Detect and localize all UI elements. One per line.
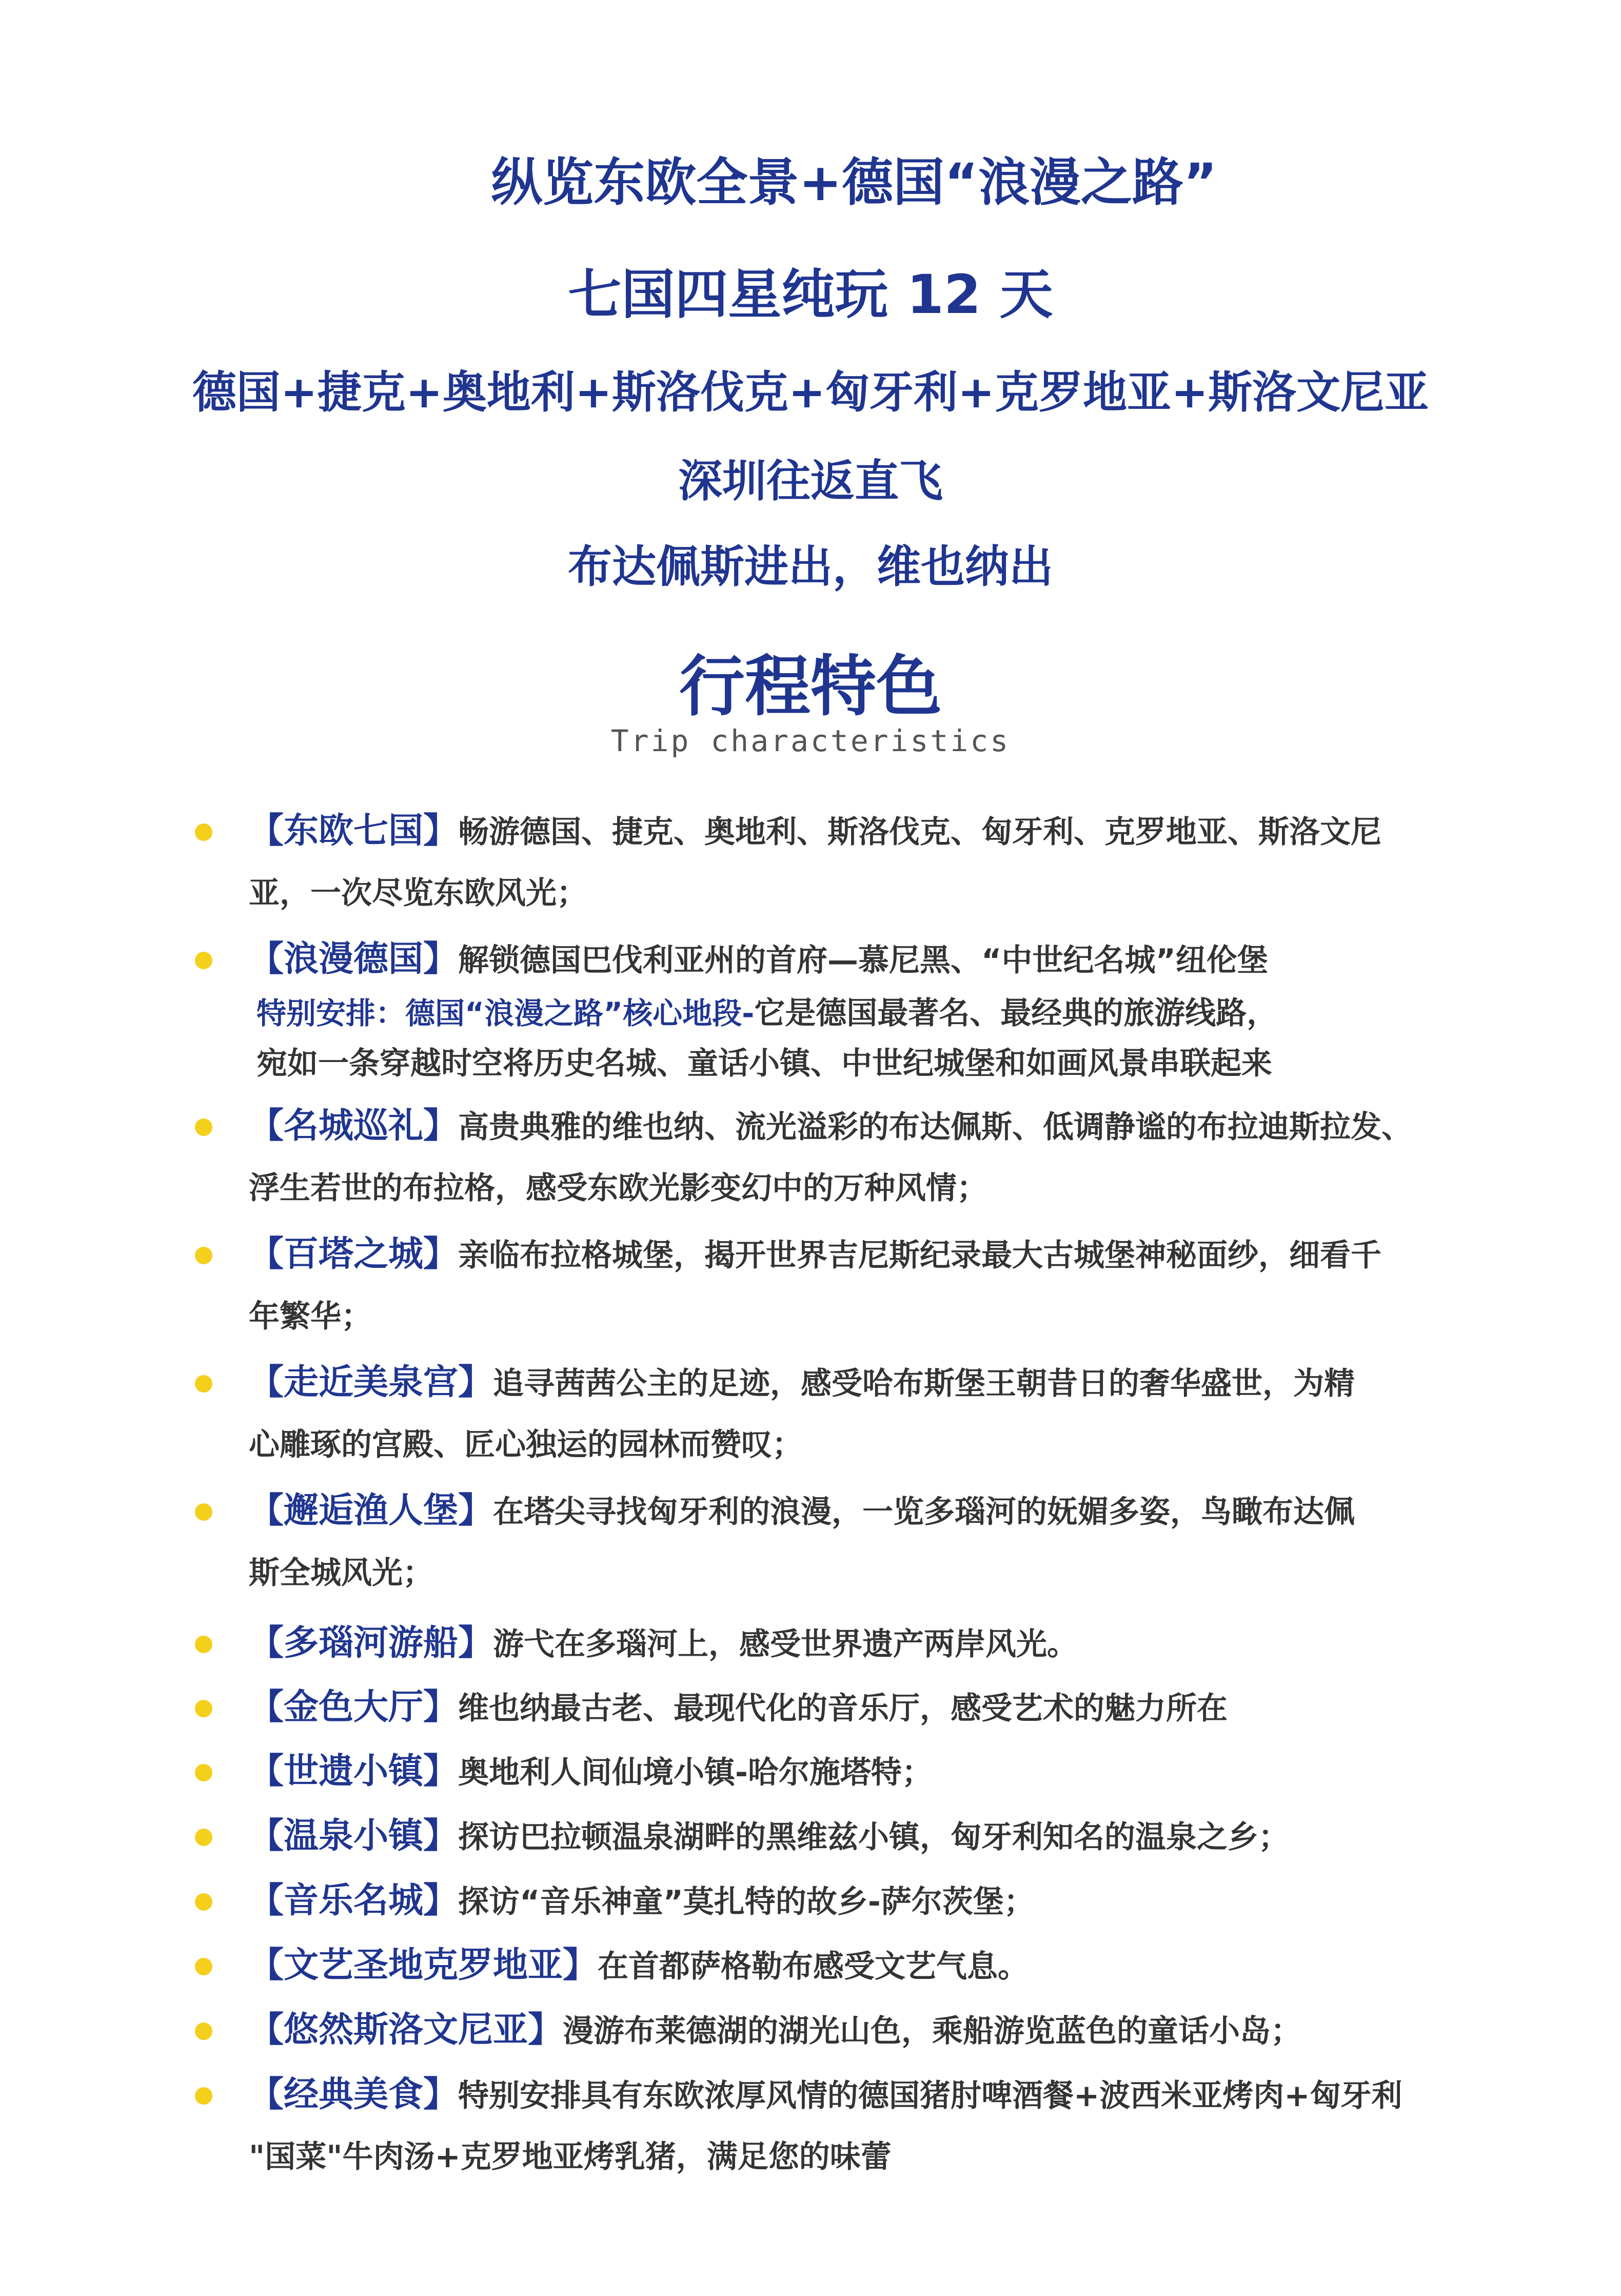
bullet-dot-icon (195, 1764, 212, 1781)
route-line: 布达佩斯进出，维也纳出 (568, 541, 1053, 593)
feature-label: 【悠然斯洛文尼亚】 (249, 2010, 563, 2050)
feature-label: 【走近美泉宫】 (249, 1362, 493, 1403)
feature-label: 【浪漫德国】 (249, 939, 459, 979)
feature-label: 【百塔之城】 (249, 1234, 459, 1274)
feature-line (249, 1355, 1355, 1404)
feature-text: 在首都萨格勒布感受文艺气息。 (598, 1949, 1029, 1985)
feature-line (249, 1808, 1289, 1858)
feature-note-line (256, 989, 1277, 1033)
feature-label: 【多瑙河游船】 (249, 1623, 493, 1663)
feature-text: 游弋在多瑙河上，感受世界遗产两岸风光。 (493, 1626, 1078, 1662)
feature-label: 【温泉小镇】 (249, 1816, 459, 1856)
feature-label: 【邂逅渔人堡】 (249, 1490, 493, 1531)
feature-label: 【经典美食】 (249, 2074, 459, 2115)
flight-line: 深圳往返直飞 (678, 456, 943, 507)
feature-line-continued: 年繁华； (249, 1299, 372, 1335)
feature-line (249, 1615, 1078, 1665)
feature-text: 解锁德国巴伐利亚州的首府—慕尼黑、“中世纪名城”纽伦堡 (458, 943, 1268, 978)
feature-line-continued: 斯全城风光； (249, 1555, 433, 1591)
feature-line (249, 1098, 1412, 1148)
bullet-dot-icon (195, 1636, 212, 1653)
feature-line-continued: 浮生若世的布拉格，感受东欧光影变幻中的万种风情； (249, 1170, 987, 1206)
feature-line (249, 1873, 1035, 1922)
feature-text: 在塔尖寻找匈牙利的浪漫，一览多瑙河的妩媚多姿，鸟瞰布达佩 (493, 1494, 1355, 1530)
feature-line (249, 1483, 1355, 1533)
feature-text: 特别安排具有东欧浓厚风情的德国猪肘啤酒餐+波西米亚烤肉+匈牙利 (458, 2078, 1402, 2114)
section-subtitle: Trip characteristics (610, 723, 1011, 758)
bullet-dot-icon (195, 1700, 212, 1717)
feature-text: 亲临布拉格城堡，揭开世界吉尼斯纪录最大古城堡神秘面纱，细看千 (458, 1238, 1382, 1273)
feature-line-continued: "国菜"牛肉汤+克罗地亚烤乳猪，满足您的味蕾 (249, 2139, 892, 2175)
feature-label: 【文艺圣地克罗地亚】 (249, 1945, 598, 1986)
bullet-dot-icon (195, 2023, 212, 2040)
feature-line-continued: 心雕琢的宫殿、匠心独运的园林而赞叹； (249, 1427, 803, 1463)
feature-label: 【东欧七国】 (249, 811, 459, 851)
feature-label: 【音乐名城】 (249, 1880, 459, 1921)
feature-line (249, 931, 1268, 981)
countries-line: 德国+捷克+奥地利+斯洛伐克+匈牙利+克罗地亚+斯洛文尼亚 (192, 367, 1429, 418)
feature-text: 漫游布莱德湖的湖光山色，乘船游览蓝色的童话小岛； (563, 2013, 1302, 2049)
feature-line (249, 1937, 1029, 1987)
bullet-dot-icon (195, 1503, 212, 1521)
feature-text: 探访“音乐神童”莫扎特的故乡-萨尔茨堡； (458, 1884, 1035, 1920)
feature-label: 【名城巡礼】 (249, 1106, 459, 1146)
bullet-dot-icon (195, 1829, 212, 1846)
bullet-dot-icon (195, 952, 212, 969)
bullet-dot-icon (195, 1958, 212, 1975)
feature-line (249, 1226, 1381, 1276)
bullet-dot-icon (195, 1893, 212, 1911)
feature-line (249, 1743, 933, 1793)
trip-duration-title: 七国四星纯玩 12 天 (568, 263, 1053, 326)
feature-text: 高贵典雅的维也纳、流光溢彩的布达佩斯、低调静谧的布拉迪斯拉发、 (458, 1109, 1413, 1145)
feature-note-label: 特别安排：德国“浪漫之路”核心地段- (256, 996, 755, 1031)
feature-label: 【世遗小镇】 (249, 1751, 459, 1792)
feature-line (249, 803, 1381, 853)
feature-text: 奥地利人间仙境小镇-哈尔施塔特； (458, 1755, 933, 1791)
feature-text: 畅游德国、捷克、奥地利、斯洛伐克、匈牙利、克罗地亚、斯洛文尼 (458, 814, 1382, 850)
feature-line (249, 1679, 1228, 1729)
bullet-dot-icon (195, 1375, 212, 1392)
feature-text: 追寻茜茜公主的足迹，感受哈布斯堡王朝昔日的奢华盛世，为精 (493, 1366, 1355, 1402)
section-title: 行程特色 (679, 649, 942, 725)
feature-line-continued: 宛如一条穿越时空将历史名城、童话小镇、中世纪城堡和如画风景串联起来 (256, 1046, 1272, 1082)
feature-line (249, 2002, 1301, 2052)
feature-text: 探访巴拉顿温泉湖畔的黑维兹小镇，匈牙利知名的温泉之乡； (458, 1819, 1290, 1855)
feature-label: 【金色大厅】 (249, 1687, 459, 1728)
bullet-dot-icon (195, 823, 212, 841)
feature-text: 维也纳最古老、最现代化的音乐厅，感受艺术的魅力所在 (458, 1691, 1228, 1726)
bullet-dot-icon (195, 1247, 212, 1264)
feature-note-text: 它是德国最著名、最经典的旅游线路， (754, 995, 1278, 1031)
bullet-dot-icon (195, 2087, 212, 2105)
bullet-dot-icon (195, 1118, 212, 1136)
main-title: 纵览东欧全景+德国“浪漫之路” (491, 152, 1217, 212)
feature-line (249, 2067, 1402, 2116)
feature-line-continued: 亚，一次尽览东欧风光； (249, 875, 587, 911)
